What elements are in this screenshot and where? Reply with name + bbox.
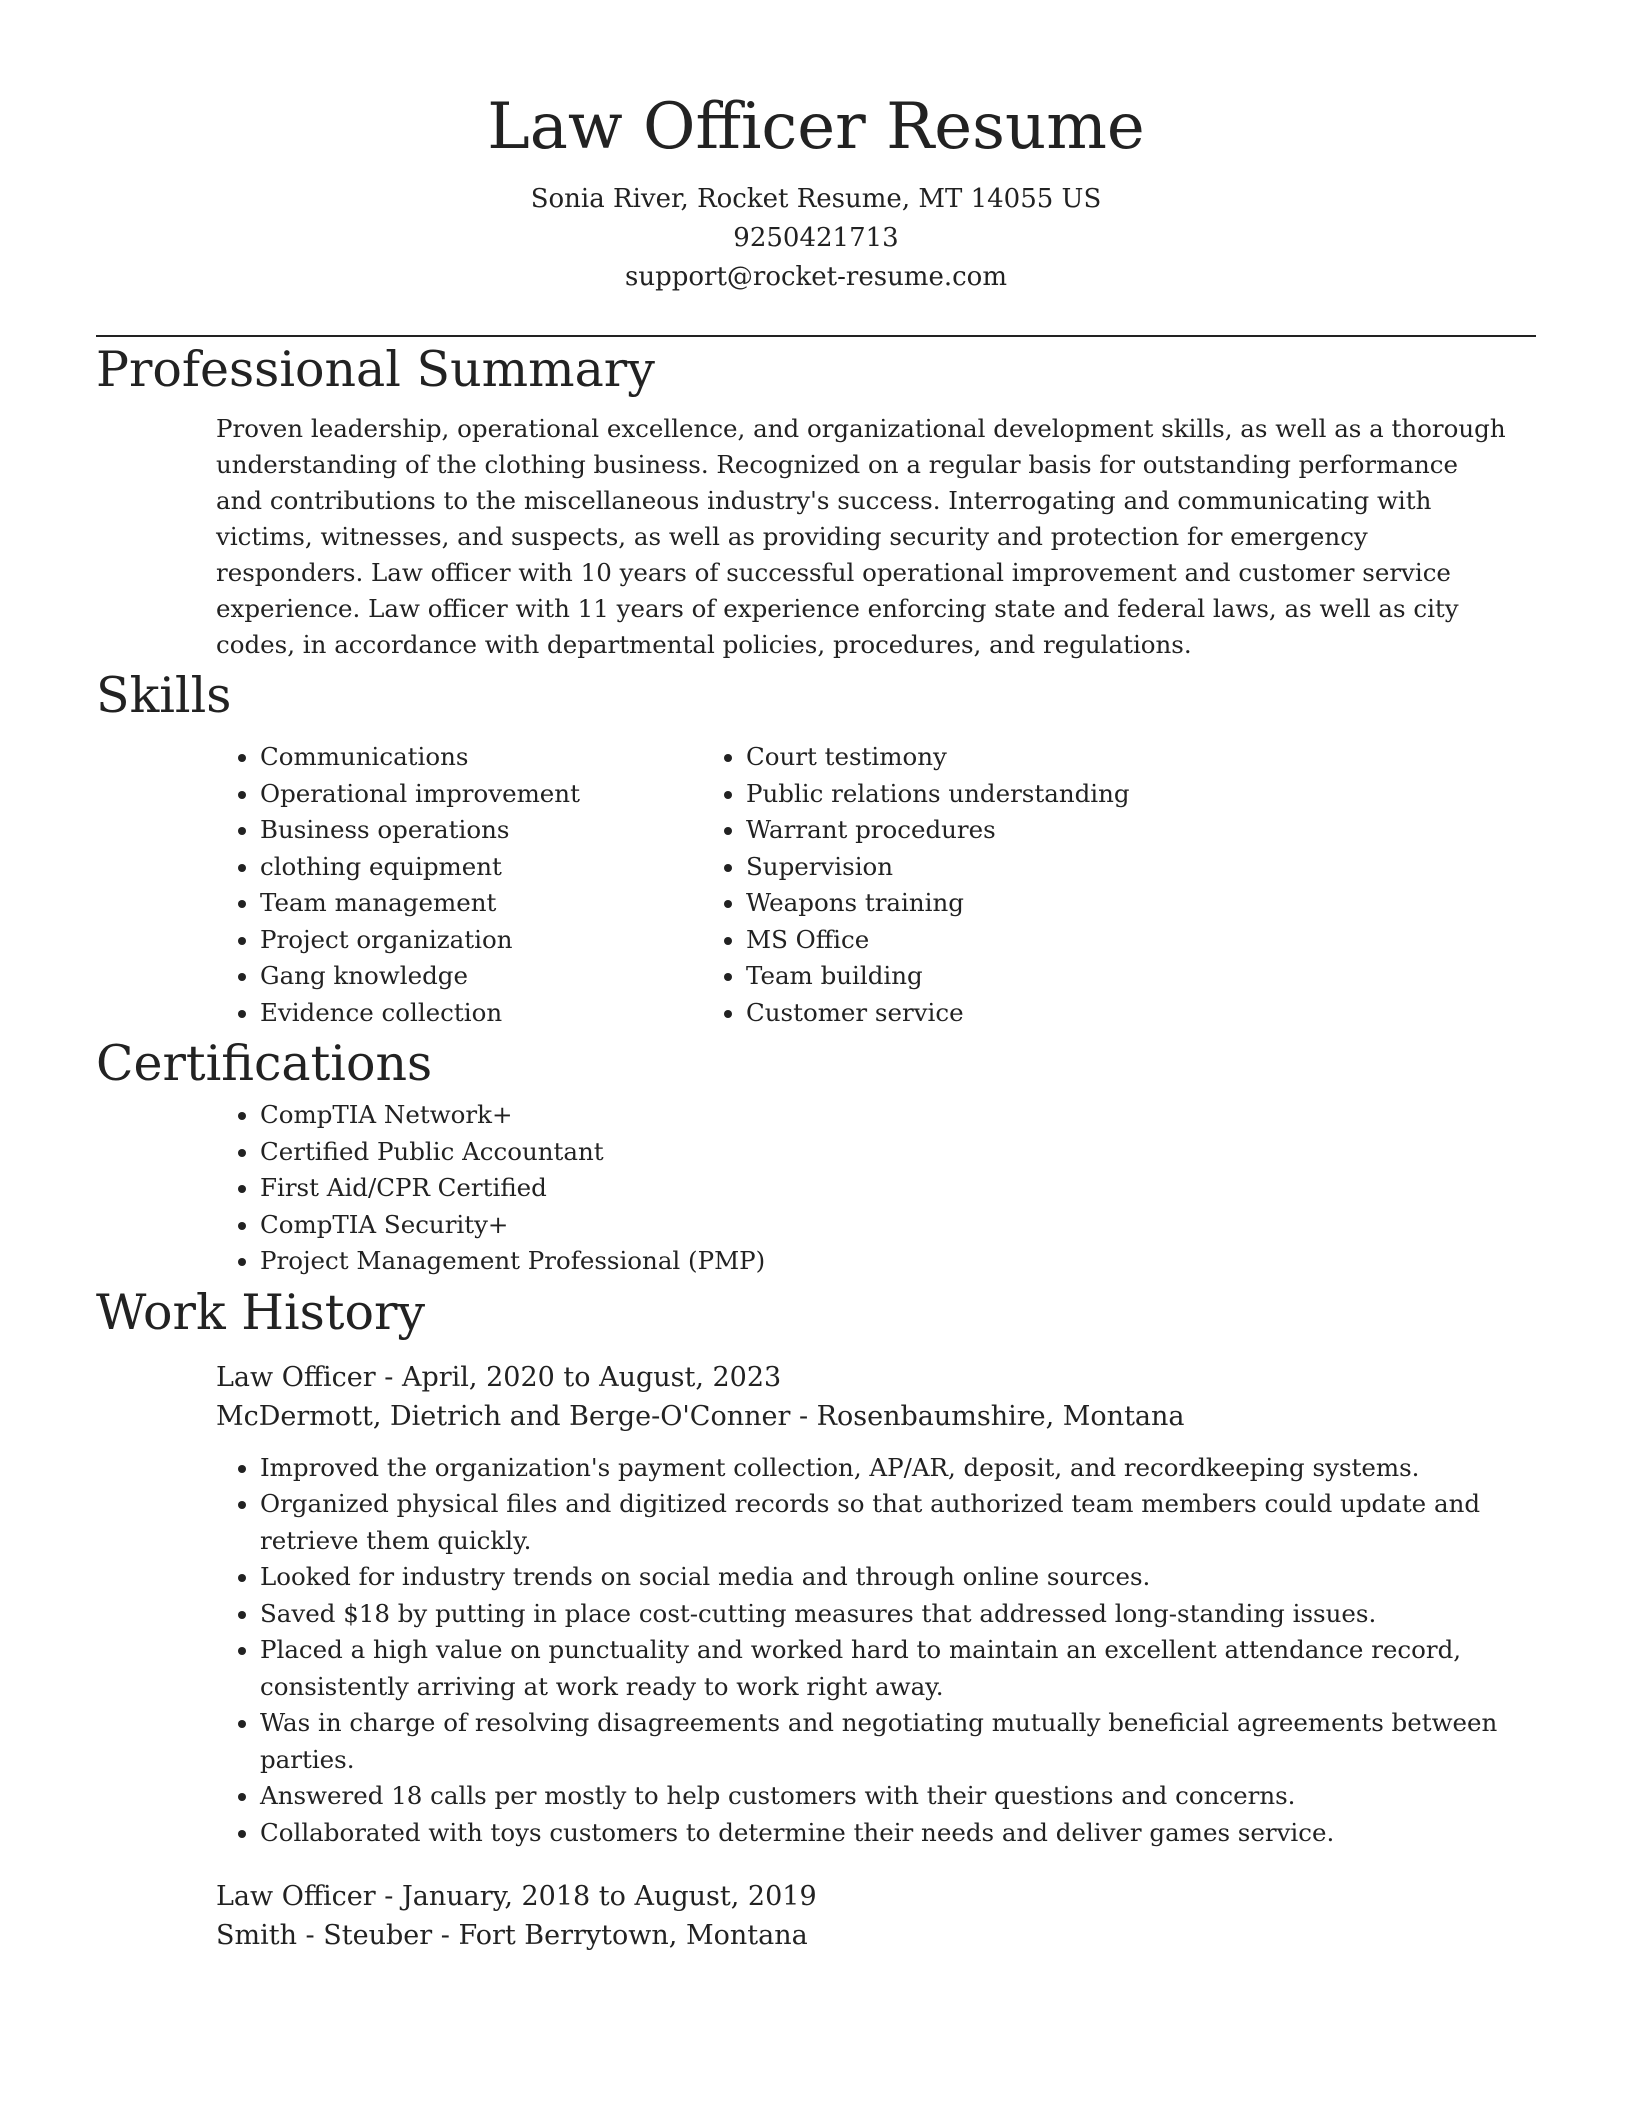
list-item: • Project organization <box>260 922 746 959</box>
list-item: • Warrant procedures <box>746 812 1396 849</box>
work-history-heading: Work History <box>96 1283 426 1341</box>
contact-phone: 9250421713 <box>733 223 899 253</box>
list-item: • Organized physical files and digitized records so that authorized team members could update and retrieve them quickly. <box>260 1486 1536 1559</box>
skills-grid <box>96 739 1536 1031</box>
resume-page <box>96 0 1536 1955</box>
summary-text: Proven leadership, operational excellence, and organizational development skills, as well as a thorough understanding of the clothing business. Recognized on a regular basis for outstanding performance and contributions to the miscellaneous industry's success. Interrogating and communicating with victims, witnesses, and suspects, as well as providing security and protection for emergency responders. Law officer with 10 years of successful operational improvement and customer service experience. Law officer with 11 years of experience enforcing state and federal laws, as well as city codes, in accordance with departmental policies, procedures, and regulations. <box>216 414 1506 659</box>
job-entry <box>216 1358 1536 1852</box>
list-item: • Supervision <box>746 849 1396 886</box>
list-item: • Collaborated with toys customers to determine their needs and deliver games service. <box>260 1815 1536 1852</box>
job-entry <box>216 1877 1536 1955</box>
list-item: • Placed a high value on punctuality and worked hard to maintain an excellent attendance record, consistently arriving at work ready to work right away. <box>260 1632 1536 1705</box>
list-item: • Answered 18 calls per mostly to help customers with their questions and concerns. <box>260 1778 1536 1815</box>
job-location: - Rosenbaumshire, Montana <box>790 1400 1185 1432</box>
list-item: • Improved the organization's payment collection, AP/AR, deposit, and recordkeeping systems. <box>260 1450 1536 1487</box>
list-item: • Operational improvement <box>260 776 746 813</box>
skills-list-right <box>746 739 1396 1031</box>
list-item: • Certified Public Accountant <box>260 1134 1536 1171</box>
list-item: • CompTIA Network+ <box>260 1097 1536 1134</box>
contact-address: Sonia River, Rocket Resume, MT 14055 US <box>530 184 1102 214</box>
list-item: • Team building <box>746 958 1396 995</box>
job-company: McDermott, Dietrich and Berge-O'Conner <box>216 1400 791 1432</box>
list-item: • Customer service <box>746 995 1396 1032</box>
list-item: • Public relations understanding <box>746 776 1396 813</box>
job-title-line: Law Officer - January, 2018 to August, 2019 <box>216 1881 817 1912</box>
certifications-list <box>96 1097 1536 1280</box>
skills-list-left <box>96 739 746 1031</box>
list-item: • First Aid/CPR Certified <box>260 1170 1536 1207</box>
list-item: • Business operations <box>260 812 746 849</box>
list-item: • CompTIA Security+ <box>260 1207 1536 1244</box>
skills-column-right <box>746 739 1396 1031</box>
list-item: • Communications <box>260 739 746 776</box>
job-company-line <box>216 1916 1536 1955</box>
skills-heading: Skills <box>96 667 232 724</box>
summary-heading: Professional Summary <box>96 341 655 398</box>
list-item: • Was in charge of resolving disagreements and negotiating mutually beneficial agreements between parties. <box>260 1705 1536 1778</box>
job-bullets <box>216 1450 1536 1852</box>
page-title: Law Officer Resume <box>487 90 1145 164</box>
list-item: • Team management <box>260 885 746 922</box>
contact-block <box>96 180 1536 297</box>
list-item: • MS Office <box>746 922 1396 959</box>
job-company-line <box>216 1397 1536 1436</box>
list-item: • Weapons training <box>746 885 1396 922</box>
list-item: • Evidence collection <box>260 995 746 1032</box>
list-item: • Court testimony <box>746 739 1396 776</box>
contact-email: support@rocket-resume.com <box>624 262 1007 292</box>
list-item: • Saved $18 by putting in place cost-cutting measures that addressed long-standing issues. <box>260 1596 1536 1633</box>
list-item: • clothing equipment <box>260 849 746 886</box>
job-company: Smith - Steuber <box>216 1920 433 1951</box>
job-location: - Fort Berrytown, Montana <box>432 1920 808 1951</box>
skills-column-left <box>96 739 746 1031</box>
list-item: • Looked for industry trends on social media and through online sources. <box>260 1559 1536 1596</box>
job-title-line: Law Officer - April, 2020 to August, 2023 <box>216 1361 782 1393</box>
certifications-heading: Certifications <box>96 1035 433 1092</box>
list-item: • Project Management Professional (PMP) <box>260 1243 1536 1280</box>
list-item: • Gang knowledge <box>260 958 746 995</box>
